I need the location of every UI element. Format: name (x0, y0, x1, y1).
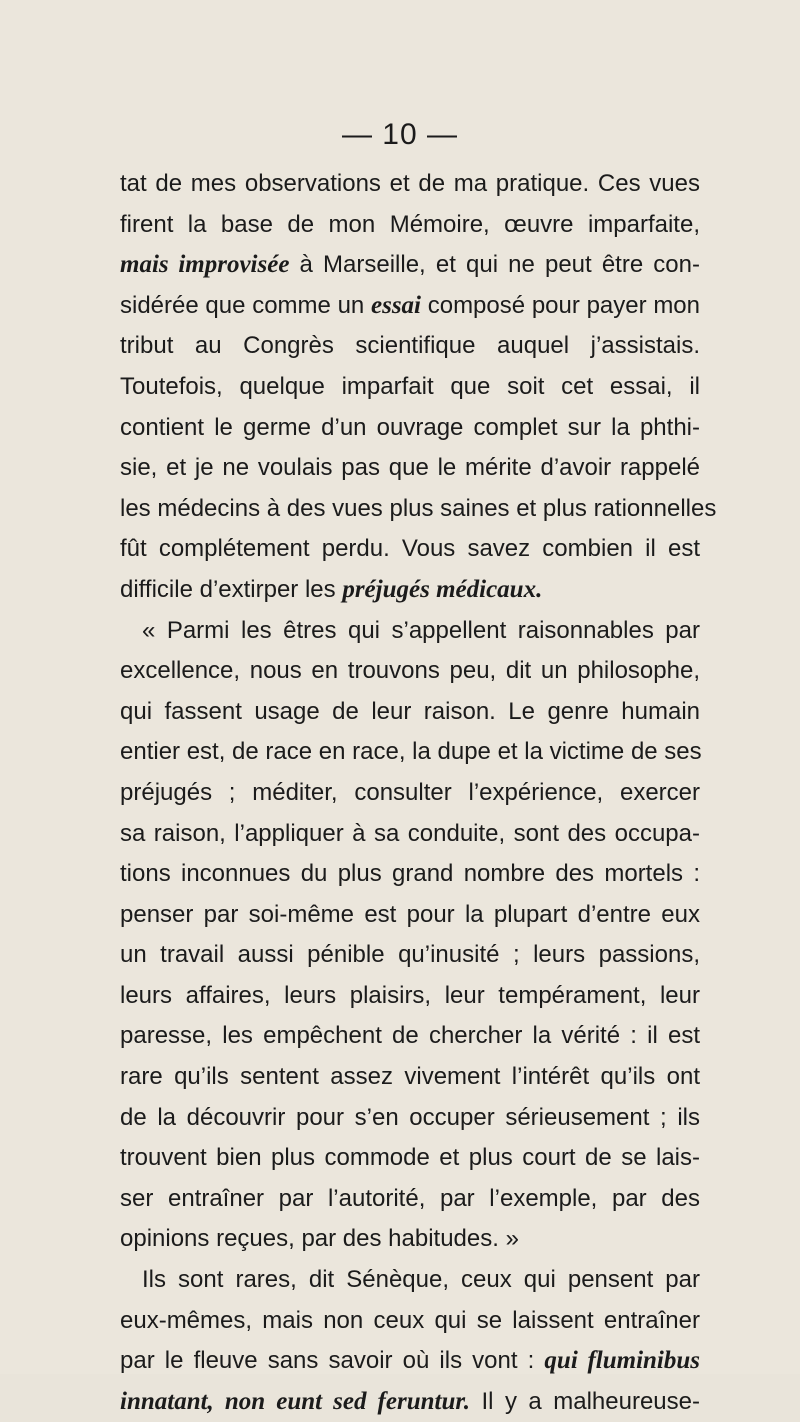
text-run: difficile d’extirper les (120, 575, 343, 603)
text-run: composé pour payer mon (421, 291, 700, 319)
text-line (120, 408, 700, 449)
text-run: rare qu’ils sentent assez vivement l’intérêt qu’ils ont (120, 1063, 700, 1091)
text-run: ser entraîner par l’autorité, par l’exemple, par des (120, 1184, 700, 1212)
text-line (120, 773, 700, 814)
text-run: opinions reçues, par des habitudes. » (120, 1225, 519, 1253)
text-line (120, 976, 700, 1017)
text-line (120, 489, 717, 530)
text-line (120, 205, 700, 246)
text-run: contient le germe d’un ouvrage complet sur la phthi- (120, 413, 700, 441)
text-line (120, 1016, 700, 1057)
text-line (120, 1301, 700, 1342)
italic-text: essai (371, 291, 421, 319)
text-run: de la découvrir pour s’en occuper sérieusement ; ils (120, 1103, 700, 1131)
text-line (120, 935, 700, 976)
text-run: Ils sont rares, dit Sénèque, ceux qui pensent par (142, 1266, 700, 1294)
italic-text: qui fluminibus (544, 1347, 701, 1375)
text-line (120, 895, 700, 936)
text-run: fût complétement perdu. Vous savez combien il est (120, 535, 700, 563)
text-line (120, 1098, 700, 1139)
text-line (120, 529, 700, 570)
body-text (120, 164, 717, 1422)
text-run: préjugés ; méditer, consulter l’expérience, exercer (120, 778, 700, 806)
text-line (120, 326, 700, 367)
text-line (120, 1219, 700, 1260)
text-run: sidérée que comme un (120, 291, 371, 319)
text-line (120, 570, 700, 611)
text-run: Il y a malheureuse- (469, 1387, 700, 1415)
text-run: qui fassent usage de leur raison. Le genre humain (120, 697, 700, 725)
text-line (120, 1179, 700, 1220)
text-line (120, 1138, 700, 1179)
text-run: à Marseille, et qui ne peut être con- (289, 251, 700, 279)
text-run: « Parmi les êtres qui s’appellent raisonnables par (142, 616, 700, 644)
text-run: paresse, les empêchent de chercher la vérité : il est (120, 1022, 700, 1050)
text-line (120, 611, 700, 652)
text-line (120, 732, 700, 773)
text-line (120, 245, 700, 286)
text-run: sa raison, l’appliquer à sa conduite, sont des occupa- (120, 819, 700, 847)
italic-text: innatant, non eunt sed feruntur. (120, 1387, 470, 1415)
text-run: trouvent bien plus commode et plus court de se lais- (120, 1144, 700, 1172)
text-run: par le fleuve sans savoir où ils vont : (120, 1347, 545, 1375)
text-line (120, 164, 700, 205)
text-run: sie, et je ne voulais pas que le mérite d’avoir rappelé (120, 454, 700, 482)
italic-text: préjugés médicaux. (342, 575, 543, 603)
text-run: firent la base de mon Mémoire, œuvre imparfaite, (120, 210, 700, 238)
text-line (120, 1341, 700, 1382)
text-line (120, 814, 700, 855)
page-number: — 10 — (341, 118, 459, 151)
text-run: leurs affaires, leurs plaisirs, leur tempérament, leur (120, 981, 700, 1009)
text-run: Toutefois, quelque imparfait que soit cet essai, il (120, 372, 700, 400)
text-line (120, 1382, 700, 1422)
text-line (120, 1260, 700, 1301)
text-run: entier est, de race en race, la dupe et la victime de ses (120, 738, 702, 766)
text-run: penser par soi-même est pour la plupart d’entre eux (120, 900, 700, 928)
text-run: tat de mes observations et de ma pratique. Ces vues (120, 170, 700, 197)
text-line (120, 1057, 700, 1098)
text-line (120, 651, 700, 692)
text-line (120, 854, 700, 895)
text-run: eux-mêmes, mais non ceux qui se laissent entraîner (120, 1306, 700, 1334)
italic-text: mais improvisée (120, 251, 290, 279)
text-run: les médecins à des vues plus saines et plus rationnelles (120, 494, 717, 522)
text-run: tions inconnues du plus grand nombre des mortels : (120, 860, 700, 888)
text-line (120, 692, 700, 733)
text-run: tribut au Congrès scientifique auquel j’assistais. (120, 332, 700, 360)
text-line (120, 367, 700, 408)
text-line (120, 286, 700, 327)
text-run: un travail aussi pénible qu’inusité ; leurs passions, (120, 941, 700, 969)
text-run: excellence, nous en trouvons peu, dit un philosophe, (120, 657, 700, 685)
text-line (120, 448, 700, 489)
